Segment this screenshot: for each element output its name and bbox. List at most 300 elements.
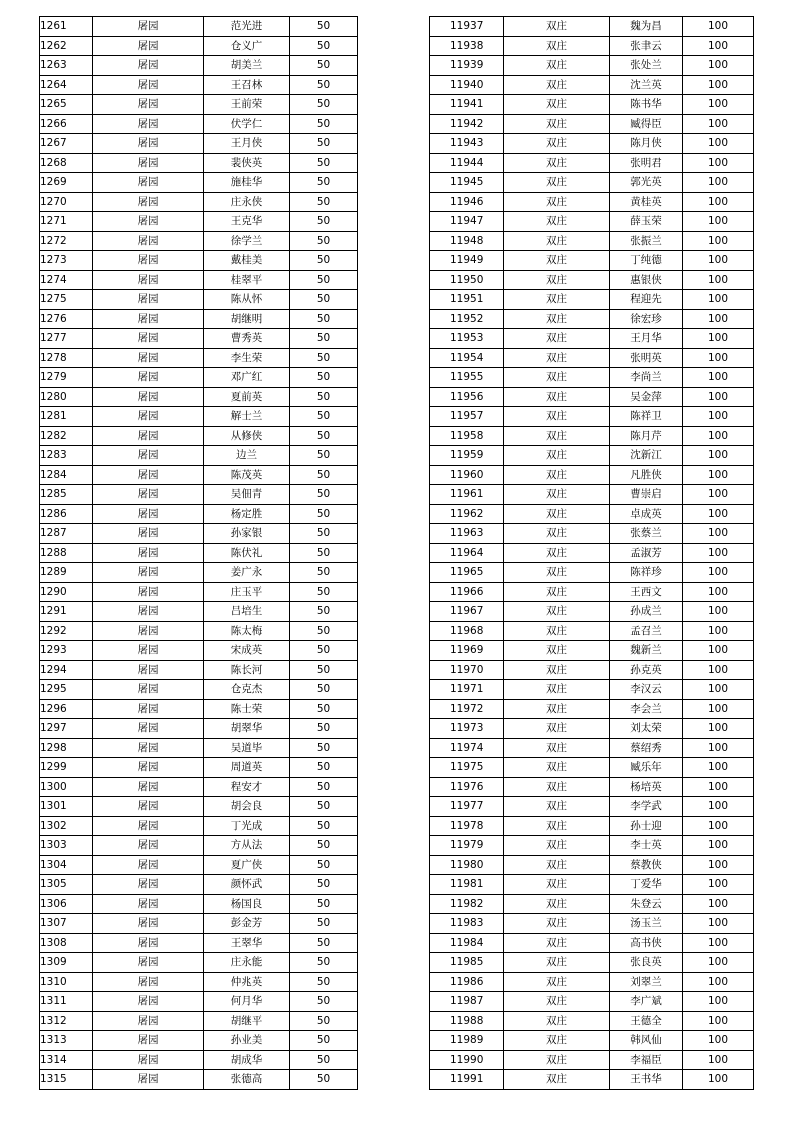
table-row [40, 875, 358, 895]
row-number-cell: 11966 [430, 582, 504, 602]
amount-cell: 50 [290, 699, 358, 719]
amount-cell: 50 [290, 894, 358, 914]
person-name-cell: 张明英 [610, 348, 683, 368]
village-name-cell: 屠园 [93, 446, 204, 466]
table-row [430, 875, 754, 895]
person-name-cell: 王克华 [204, 212, 290, 232]
village-name-cell: 双庄 [504, 114, 610, 134]
row-number-cell: 11975 [430, 758, 504, 778]
amount-cell: 100 [683, 894, 754, 914]
village-name-cell: 屠园 [93, 114, 204, 134]
village-name-cell: 屠园 [93, 953, 204, 973]
village-name-cell: 双庄 [504, 407, 610, 427]
village-name-cell: 屠园 [93, 95, 204, 115]
amount-cell: 100 [683, 329, 754, 349]
person-name-cell: 庄永侠 [204, 192, 290, 212]
table-row [430, 992, 754, 1012]
amount-cell: 50 [290, 153, 358, 173]
amount-cell: 100 [683, 485, 754, 505]
person-name-cell: 胡会良 [204, 797, 290, 817]
village-name-cell: 双庄 [504, 855, 610, 875]
person-name-cell: 汤玉兰 [610, 914, 683, 934]
village-name-cell: 屠园 [93, 1031, 204, 1051]
table-row [40, 173, 358, 193]
amount-cell: 50 [290, 1070, 358, 1090]
person-name-cell: 李尚兰 [610, 368, 683, 388]
village-name-cell: 双庄 [504, 329, 610, 349]
person-name-cell: 臧得臣 [610, 114, 683, 134]
table-row [430, 290, 754, 310]
amount-cell: 50 [290, 836, 358, 856]
person-name-cell: 陈书华 [610, 95, 683, 115]
person-name-cell: 陈茂英 [204, 465, 290, 485]
amount-cell: 100 [683, 543, 754, 563]
village-name-cell: 屠园 [93, 543, 204, 563]
amount-cell: 100 [683, 309, 754, 329]
person-name-cell: 施桂华 [204, 173, 290, 193]
village-name-cell: 屠园 [93, 992, 204, 1012]
table-row [430, 699, 754, 719]
table-row [40, 56, 358, 76]
table-row [430, 329, 754, 349]
amount-cell: 100 [683, 875, 754, 895]
row-number-cell: 11948 [430, 231, 504, 251]
table-row [40, 231, 358, 251]
amount-cell: 50 [290, 582, 358, 602]
amount-cell: 50 [290, 953, 358, 973]
table-row [40, 602, 358, 622]
village-name-cell: 屠园 [93, 504, 204, 524]
row-number-cell: 11963 [430, 524, 504, 544]
person-name-cell: 李会兰 [610, 699, 683, 719]
village-name-cell: 双庄 [504, 1070, 610, 1090]
person-name-cell: 何月华 [204, 992, 290, 1012]
person-name-cell: 陈祥珍 [610, 563, 683, 583]
row-number-cell: 11988 [430, 1011, 504, 1031]
table-row [40, 953, 358, 973]
amount-cell: 100 [683, 212, 754, 232]
row-number-cell: 1309 [40, 953, 93, 973]
amount-cell: 50 [290, 426, 358, 446]
village-name-cell: 屠园 [93, 56, 204, 76]
row-number-cell: 1266 [40, 114, 93, 134]
table-row [40, 914, 358, 934]
person-name-cell: 桂翠平 [204, 270, 290, 290]
village-name-cell: 屠园 [93, 680, 204, 700]
amount-cell: 50 [290, 738, 358, 758]
person-name-cell: 陈伏礼 [204, 543, 290, 563]
row-number-cell: 1278 [40, 348, 93, 368]
row-number-cell: 1261 [40, 17, 93, 37]
row-number-cell: 11972 [430, 699, 504, 719]
person-name-cell: 吴佃青 [204, 485, 290, 505]
village-name-cell: 双庄 [504, 348, 610, 368]
village-name-cell: 双庄 [504, 1011, 610, 1031]
village-name-cell: 屠园 [93, 777, 204, 797]
table-row [40, 1031, 358, 1051]
table-row [40, 36, 358, 56]
table-row [40, 251, 358, 271]
village-name-cell: 屠园 [93, 251, 204, 271]
row-number-cell: 11983 [430, 914, 504, 934]
person-name-cell: 黄桂英 [610, 192, 683, 212]
village-name-cell: 双庄 [504, 933, 610, 953]
row-number-cell: 11958 [430, 426, 504, 446]
table-row [430, 953, 754, 973]
person-name-cell: 沈新江 [610, 446, 683, 466]
table-row [40, 465, 358, 485]
amount-cell: 50 [290, 75, 358, 95]
person-name-cell: 徐学兰 [204, 231, 290, 251]
person-name-cell: 曹崇启 [610, 485, 683, 505]
amount-cell: 100 [683, 777, 754, 797]
amount-cell: 100 [683, 134, 754, 154]
amount-cell: 50 [290, 134, 358, 154]
row-number-cell: 1303 [40, 836, 93, 856]
row-number-cell: 1277 [40, 329, 93, 349]
person-name-cell: 胡继平 [204, 1011, 290, 1031]
row-number-cell: 1314 [40, 1050, 93, 1070]
table-row [430, 387, 754, 407]
amount-cell: 50 [290, 231, 358, 251]
village-name-cell: 屠园 [93, 524, 204, 544]
table-row [430, 485, 754, 505]
table-row [40, 816, 358, 836]
person-name-cell: 张德高 [204, 1070, 290, 1090]
amount-cell: 50 [290, 251, 358, 271]
person-name-cell: 郭光英 [610, 173, 683, 193]
row-number-cell: 11956 [430, 387, 504, 407]
person-name-cell: 高书侠 [610, 933, 683, 953]
row-number-cell: 11987 [430, 992, 504, 1012]
amount-cell: 50 [290, 368, 358, 388]
row-number-cell: 11985 [430, 953, 504, 973]
row-number-cell: 11937 [430, 17, 504, 37]
village-name-cell: 双庄 [504, 387, 610, 407]
table-row [430, 543, 754, 563]
row-number-cell: 11945 [430, 173, 504, 193]
row-number-cell: 11989 [430, 1031, 504, 1051]
table-row [40, 387, 358, 407]
row-number-cell: 11959 [430, 446, 504, 466]
row-number-cell: 1289 [40, 563, 93, 583]
amount-cell: 100 [683, 992, 754, 1012]
amount-cell: 100 [683, 524, 754, 544]
table-row [40, 270, 358, 290]
person-name-cell: 伏学仁 [204, 114, 290, 134]
person-name-cell: 李学武 [610, 797, 683, 817]
village-name-cell: 屠园 [93, 173, 204, 193]
village-name-cell: 双庄 [504, 173, 610, 193]
person-name-cell: 王月华 [610, 329, 683, 349]
table-row [40, 621, 358, 641]
village-name-cell: 屠园 [93, 582, 204, 602]
amount-cell: 100 [683, 504, 754, 524]
table-row [40, 290, 358, 310]
amount-cell: 100 [683, 387, 754, 407]
village-name-cell: 双庄 [504, 836, 610, 856]
table-row [40, 524, 358, 544]
amount-cell: 50 [290, 563, 358, 583]
village-name-cell: 屠园 [93, 153, 204, 173]
amount-cell: 50 [290, 660, 358, 680]
village-name-cell: 双庄 [504, 17, 610, 37]
row-number-cell: 11942 [430, 114, 504, 134]
table-row [40, 797, 358, 817]
amount-cell: 100 [683, 231, 754, 251]
row-number-cell: 1270 [40, 192, 93, 212]
row-number-cell: 1298 [40, 738, 93, 758]
table-row [430, 602, 754, 622]
row-number-cell: 11991 [430, 1070, 504, 1090]
person-name-cell: 王西文 [610, 582, 683, 602]
table-row [40, 485, 358, 505]
person-name-cell: 惠银侠 [610, 270, 683, 290]
village-name-cell: 双庄 [504, 270, 610, 290]
village-name-cell: 屠园 [93, 933, 204, 953]
table-row [430, 1011, 754, 1031]
village-name-cell: 屠园 [93, 75, 204, 95]
person-name-cell: 陈从怀 [204, 290, 290, 310]
amount-cell: 50 [290, 329, 358, 349]
amount-cell: 50 [290, 992, 358, 1012]
row-number-cell: 11951 [430, 290, 504, 310]
row-number-cell: 1263 [40, 56, 93, 76]
person-name-cell: 孙家银 [204, 524, 290, 544]
table-row [430, 56, 754, 76]
row-number-cell: 1280 [40, 387, 93, 407]
village-name-cell: 双庄 [504, 95, 610, 115]
row-number-cell: 1315 [40, 1070, 93, 1090]
amount-cell: 100 [683, 816, 754, 836]
village-name-cell: 双庄 [504, 797, 610, 817]
amount-cell: 50 [290, 114, 358, 134]
person-name-cell: 韩风仙 [610, 1031, 683, 1051]
table-row [430, 836, 754, 856]
row-number-cell: 1264 [40, 75, 93, 95]
table-row [430, 75, 754, 95]
village-name-cell: 双庄 [504, 251, 610, 271]
village-name-cell: 屠园 [93, 816, 204, 836]
table-row [430, 933, 754, 953]
amount-cell: 100 [683, 407, 754, 427]
person-name-cell: 魏新兰 [610, 641, 683, 661]
amount-cell: 50 [290, 56, 358, 76]
village-name-cell: 双庄 [504, 524, 610, 544]
table-row [40, 660, 358, 680]
village-name-cell: 双庄 [504, 485, 610, 505]
village-name-cell: 屠园 [93, 699, 204, 719]
table-row [40, 134, 358, 154]
village-name-cell: 屠园 [93, 972, 204, 992]
row-number-cell: 1287 [40, 524, 93, 544]
village-name-cell: 屠园 [93, 192, 204, 212]
amount-cell: 100 [683, 953, 754, 973]
village-name-cell: 双庄 [504, 894, 610, 914]
amount-cell: 100 [683, 933, 754, 953]
row-number-cell: 11960 [430, 465, 504, 485]
amount-cell: 50 [290, 387, 358, 407]
table-row [430, 719, 754, 739]
row-number-cell: 1300 [40, 777, 93, 797]
table-row [430, 309, 754, 329]
amount-cell: 50 [290, 777, 358, 797]
person-name-cell: 孟召兰 [610, 621, 683, 641]
row-number-cell: 11976 [430, 777, 504, 797]
person-name-cell: 张处兰 [610, 56, 683, 76]
village-name-cell: 双庄 [504, 563, 610, 583]
row-number-cell: 1267 [40, 134, 93, 154]
table-row [430, 504, 754, 524]
person-name-cell: 吴道毕 [204, 738, 290, 758]
row-number-cell: 11953 [430, 329, 504, 349]
person-name-cell: 夏广侠 [204, 855, 290, 875]
amount-cell: 100 [683, 75, 754, 95]
person-name-cell: 陈祥卫 [610, 407, 683, 427]
village-name-cell: 双庄 [504, 641, 610, 661]
village-name-cell: 屠园 [93, 894, 204, 914]
row-number-cell: 1282 [40, 426, 93, 446]
row-number-cell: 1304 [40, 855, 93, 875]
table-row [40, 777, 358, 797]
person-name-cell: 王召林 [204, 75, 290, 95]
person-name-cell: 卓成英 [610, 504, 683, 524]
row-number-cell: 11952 [430, 309, 504, 329]
amount-cell: 50 [290, 914, 358, 934]
table-row [430, 758, 754, 778]
row-number-cell: 11939 [430, 56, 504, 76]
village-name-cell: 屠园 [93, 1050, 204, 1070]
row-number-cell: 11938 [430, 36, 504, 56]
amount-cell: 100 [683, 251, 754, 271]
row-number-cell: 11978 [430, 816, 504, 836]
row-number-cell: 11946 [430, 192, 504, 212]
village-name-cell: 双庄 [504, 446, 610, 466]
amount-cell: 50 [290, 348, 358, 368]
row-number-cell: 1262 [40, 36, 93, 56]
person-name-cell: 宋成英 [204, 641, 290, 661]
amount-cell: 50 [290, 173, 358, 193]
amount-cell: 100 [683, 738, 754, 758]
table-row [430, 114, 754, 134]
table-row [40, 504, 358, 524]
person-name-cell: 颜怀武 [204, 875, 290, 895]
village-name-cell: 屠园 [93, 719, 204, 739]
row-number-cell: 11967 [430, 602, 504, 622]
row-number-cell: 1307 [40, 914, 93, 934]
row-number-cell: 1272 [40, 231, 93, 251]
table-row [430, 621, 754, 641]
row-number-cell: 11955 [430, 368, 504, 388]
person-name-cell: 陈太梅 [204, 621, 290, 641]
amount-cell: 50 [290, 758, 358, 778]
village-name-cell: 双庄 [504, 75, 610, 95]
village-name-cell: 屠园 [93, 1011, 204, 1031]
row-number-cell: 1296 [40, 699, 93, 719]
person-name-cell: 李广斌 [610, 992, 683, 1012]
amount-cell: 100 [683, 1070, 754, 1090]
amount-cell: 50 [290, 641, 358, 661]
person-name-cell: 刘太荣 [610, 719, 683, 739]
table-row [40, 836, 358, 856]
row-number-cell: 11961 [430, 485, 504, 505]
village-name-cell: 屠园 [93, 36, 204, 56]
village-name-cell: 屠园 [93, 602, 204, 622]
table-row [40, 407, 358, 427]
village-name-cell: 双庄 [504, 309, 610, 329]
amount-cell: 50 [290, 465, 358, 485]
village-name-cell: 双庄 [504, 1050, 610, 1070]
amount-cell: 100 [683, 680, 754, 700]
row-number-cell: 11990 [430, 1050, 504, 1070]
person-name-cell: 姜广永 [204, 563, 290, 583]
village-name-cell: 屠园 [93, 309, 204, 329]
row-number-cell: 11950 [430, 270, 504, 290]
village-name-cell: 屠园 [93, 426, 204, 446]
row-number-cell: 1311 [40, 992, 93, 1012]
row-number-cell: 1269 [40, 173, 93, 193]
amount-cell: 50 [290, 212, 358, 232]
amount-cell: 50 [290, 270, 358, 290]
person-name-cell: 裴侠英 [204, 153, 290, 173]
person-name-cell: 仓义广 [204, 36, 290, 56]
amount-cell: 100 [683, 602, 754, 622]
amount-cell: 100 [683, 914, 754, 934]
table-row [430, 17, 754, 37]
table-row [40, 582, 358, 602]
amount-cell: 100 [683, 368, 754, 388]
table-row [430, 1070, 754, 1090]
person-name-cell: 周道英 [204, 758, 290, 778]
person-name-cell: 从修侠 [204, 426, 290, 446]
person-name-cell: 王书华 [610, 1070, 683, 1090]
amount-cell: 50 [290, 407, 358, 427]
amount-cell: 100 [683, 582, 754, 602]
village-name-cell: 屠园 [93, 914, 204, 934]
table-row [430, 192, 754, 212]
person-name-cell: 杨培英 [610, 777, 683, 797]
person-name-cell: 孟淑芳 [610, 543, 683, 563]
table-row [40, 114, 358, 134]
person-name-cell: 薛玉荣 [610, 212, 683, 232]
table-row [430, 212, 754, 232]
village-name-cell: 双庄 [504, 231, 610, 251]
amount-cell: 100 [683, 972, 754, 992]
table-row [40, 680, 358, 700]
amount-cell: 50 [290, 1011, 358, 1031]
row-number-cell: 1299 [40, 758, 93, 778]
person-name-cell: 沈兰英 [610, 75, 683, 95]
row-number-cell: 11973 [430, 719, 504, 739]
village-name-cell: 屠园 [93, 836, 204, 856]
village-name-cell: 屠园 [93, 738, 204, 758]
row-number-cell: 11981 [430, 875, 504, 895]
village-name-cell: 双庄 [504, 699, 610, 719]
roster-table-left [39, 16, 358, 1090]
person-name-cell: 孙业美 [204, 1031, 290, 1051]
amount-cell: 50 [290, 855, 358, 875]
table-row [40, 426, 358, 446]
amount-cell: 100 [683, 797, 754, 817]
row-number-cell: 1273 [40, 251, 93, 271]
row-number-cell: 1308 [40, 933, 93, 953]
table-row [430, 914, 754, 934]
person-name-cell: 邓广红 [204, 368, 290, 388]
person-name-cell: 蔡绍秀 [610, 738, 683, 758]
person-name-cell: 吕培生 [204, 602, 290, 622]
table-row [40, 699, 358, 719]
amount-cell: 100 [683, 114, 754, 134]
